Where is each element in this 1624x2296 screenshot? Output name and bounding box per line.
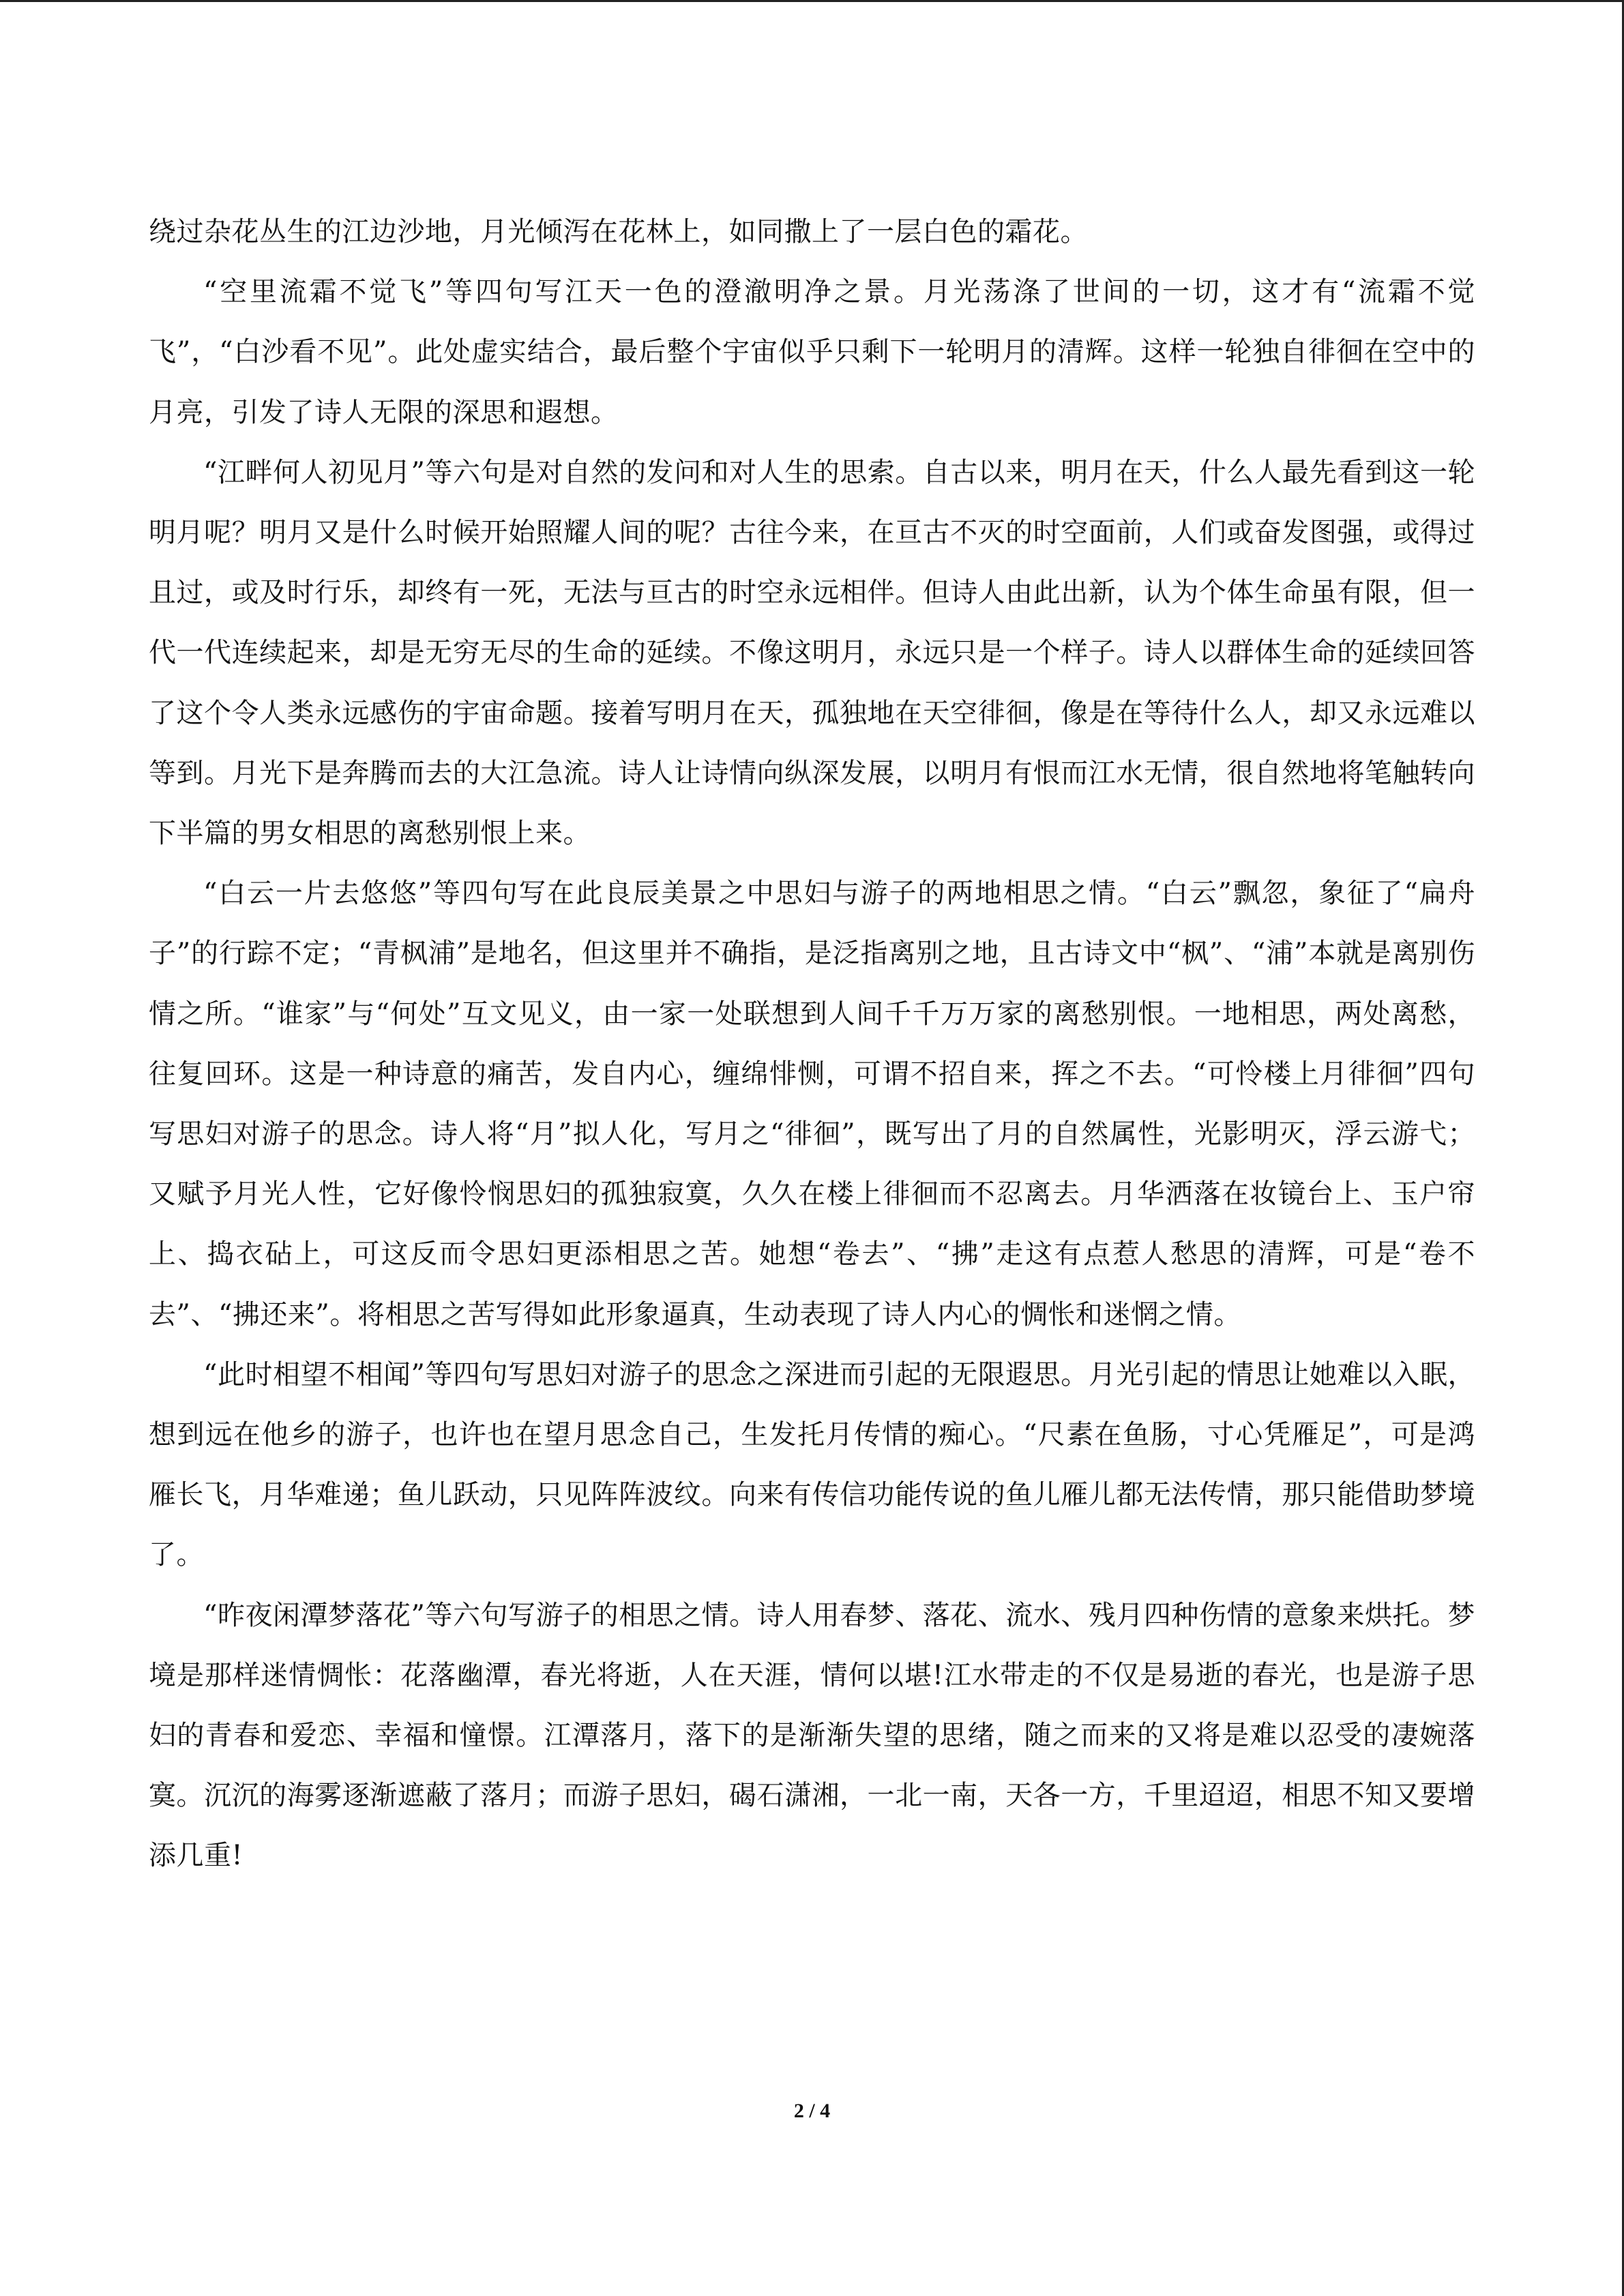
document-body [149, 202, 1475, 1886]
paragraph-3: “江畔何人初见月”等六句是对自然的发问和对人生的思索。自古以来，明月在天，什么人最先看到这一轮明月呢？明月又是什么时候开始照耀人间的呢？古往今来，在亘古不灭的时空面前，人们或奋发图强，或得过且过，或及时行乐，却终有一死，无法与亘古的时空永远相伴。但诗人由此出新，认为个体生命虽有限，但一代一代连续起来，却是无穷无尽的生命的延续。不像这明月，永远只是一个样子。诗人以群体生命的延续回答了这个令人类永远感伤的宇宙命题。接着写明月在天，孤独地在天空徘徊，像是在等待什么人，却又永远难以等到。月光下是奔腾而去的大江急流。诗人让诗情向纵深发展，以明月有恨而江水无情，很自然地将笔触转向下半篇的男女相思的离愁别恨上来。 [149, 456, 1475, 850]
page-top-border [0, 0, 1624, 2]
paragraph-5: “此时相望不相闻”等四句写思妇对游子的思念之深进而引起的无限遐思。月光引起的情思让她难以入眠，想到远在他乡的游子，也许也在望月思念自己，生发托月传情的痴心。“尺素在鱼肠，寸心凭雁足”，可是鸿雁长飞，月华难递；鱼儿跃动，只见阵阵波纹。向来有传信功能传说的鱼儿雁儿都无法传情，那只能借助梦境了。 [149, 1358, 1475, 1571]
paragraph-6: “昨夜闲潭梦落花”等六句写游子的相思之情。诗人用春梦、落花、流水、残月四种伤情的意象来烘托。梦境是那样迷情惆怅：花落幽潭，春光将逝，人在天涯，情何以堪!江水带走的不仅是易逝的春光，也是游子思妇的青春和爱恋、幸福和憧憬。江潭落月，落下的是渐渐失望的思绪，随之而来的又将是难以忍受的凄婉落寞。沉沉的海雾逐渐遮蔽了落月；而游子思妇，碣石潇湘，一北一南，天各一方，千里迢迢，相思不知又要增添几重! [149, 1599, 1475, 1872]
page-number: 2 / 4 [793, 2100, 831, 2122]
paragraph-4: “白云一片去悠悠”等四句写在此良辰美景之中思妇与游子的两地相思之情。“白云”飘忽，象征了“扁舟子”的行踪不定；“青枫浦”是地名，但这里并不确指，是泛指离别之地，且古诗文中“枫”、“浦”本就是离别伤情之所。“谁家”与“何处”互文见义，由一家一处联想到人间千千万万家的离愁别恨。一地相思，两处离愁，往复回环。这是一种诗意的痛苦，发自内心，缠绵悱恻，可谓不招自来，挥之不去。“可怜楼上月徘徊”四句写思妇对游子的思念。诗人将“月”拟人化，写月之“徘徊”，既写出了月的自然属性，光影明灭，浮云游弋；又赋予月光人性，它好像怜悯思妇的孤独寂寞，久久在楼上徘徊而不忍离去。月华洒落在妆镜台上、玉户帘上、捣衣砧上，可这反而令思妇更添相思之苦。她想“卷去”、“拂”走这有点惹人愁思的清辉，可是“卷不去”、“拂还来”。将相思之苦写得如此形象逼真，生动表现了诗人内心的惆怅和迷惘之情。 [149, 878, 1475, 1330]
paragraph-2: “空里流霜不觉飞”等四句写江天一色的澄澈明净之景。月光荡涤了世间的一切，这才有“流霜不觉飞”，“白沙看不见”。此处虚实结合，最后整个宇宙似乎只剩下一轮明月的清辉。这样一轮独自徘徊在空中的月亮，引发了诗人无限的深思和遐想。 [149, 276, 1475, 428]
paragraph-1: 绕过杂花丛生的江边沙地，月光倾泻在花林上，如同撒上了一层白色的霜花。 [149, 216, 1088, 248]
